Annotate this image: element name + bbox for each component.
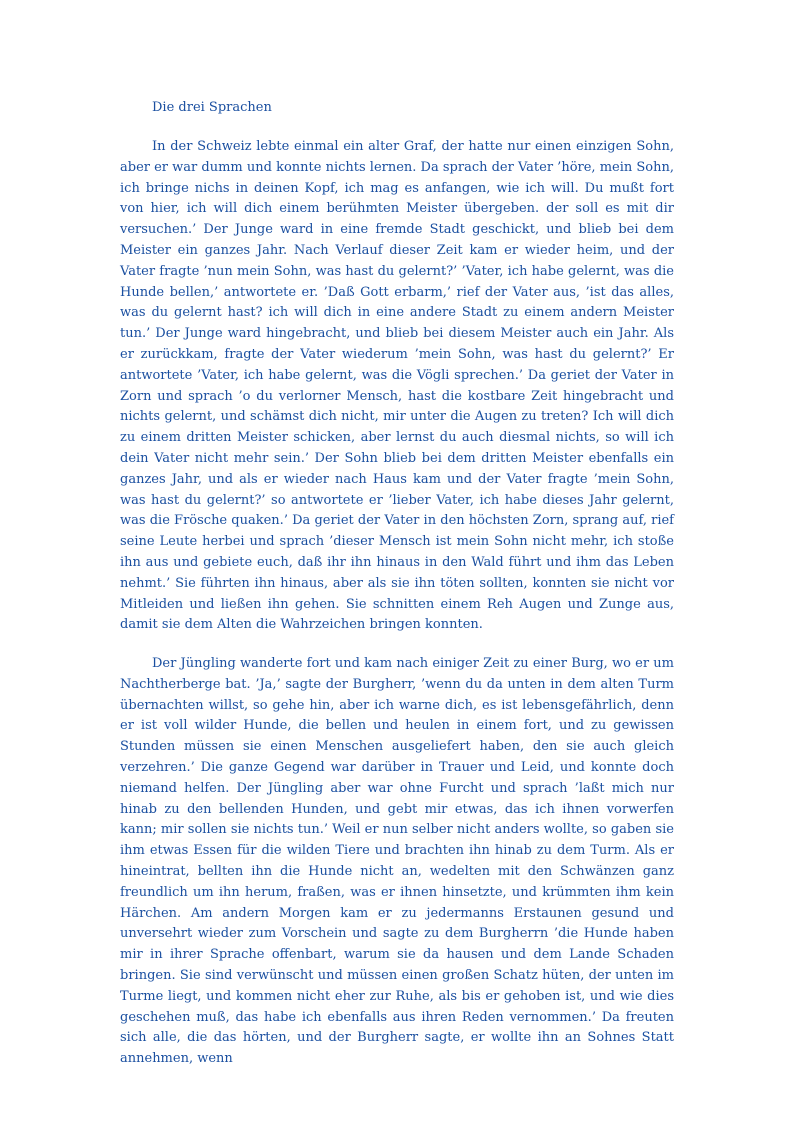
document-title: Die drei Sprachen	[152, 100, 272, 115]
paragraph: In der Schweiz lebte einmal ein alter Graf, der hatte nur einen einzigen Sohn, aber er war dumm und konnte nichts lernen. Da sprach der Vater ’höre, mein Sohn, ich bringe nichs in deinen Kopf, ich mag es anfangen, wie ich will. Du mußt fort von hier, ich will dich einem berühmten Meister übergeben. der soll es mit dir versuchen.’ Der Junge ward in eine fremde Stadt geschickt, und blieb bei dem Meister ein ganzes Jahr. Nach Verlauf dieser Zeit kam er wieder heim, und der Vater fragte ’nun mein Sohn, was hast du gelernt?’ ’Vater, ich habe gelernt, was die Hunde bellen,’ antwortete er. ’Daß Gott erbarm,’ rief der Vater aus, ’ist das alles, was du gelernt hast? ich will dich in eine andere Stadt zu einem andern Meister tun.’ Der Junge ward hingebracht, und blieb bei diesem Meister auch ein Jahr. Als er zurückkam, fragte der Vater wiederum ’mein Sohn, was hast du gelernt?’ Er antwortete ’Vater, ich habe gelernt, was die Vögli sprechen.’ Da geriet der Vater in Zorn und sprach ’o du verlorner Mensch, hast die kostbare Zeit hingebracht und nichts gelernt, und schämst dich nicht, mir unter die Augen zu treten? Ich will dich zu einem dritten Meister schicken, aber lernst du auch diesmal nichts, so will ich dein Vater nicht mehr sein.’ Der Sohn blieb bei dem dritten Meister ebenfalls ein ganzes Jahr, und als er wieder nach Haus kam und der Vater fragte ’mein Sohn, was hast du gelernt?’ so antwortete er ’lieber Vater, ich habe dieses Jahr gelernt, was die Frösche quaken.’ Da geriet der Vater in den höchsten Zorn, sprang auf, rief seine Leute herbei und sprach ’dieser Mensch ist mein Sohn nicht mehr, ich stoße ihn aus und gebiete euch, daß ihr ihn hinaus in den Wald führt und ihm das Leben nehmt.’ Sie führten ihn hinaus, aber als sie ihn töten sollten, konnten sie nicht vor Mitleiden und ließen ihn gehen. Sie schnitten einem Reh Augen und Zunge aus, damit sie dem Alten die Wahrzeichen bringen konnten.	[120, 139, 674, 633]
paragraph: Der Jüngling wanderte fort und kam nach einiger Zeit zu einer Burg, wo er um Nachtherberge bat. ’Ja,’ sagte der Burgherr, ’wenn du da unten in dem alten Turm übernachten willst, so gehe hin, aber ich warne dich, es ist lebensgefährlich, denn er ist voll wilder Hunde, die bellen und heulen in einem fort, und zu gewissen Stunden müssen sie einen Menschen ausgeliefert haben, den sie auch gleich verzehren.’ Die ganze Gegend war darüber in Trauer und Leid, und konnte doch niemand helfen. Der Jüngling aber war ohne Furcht und sprach ’laßt mich nur hinab zu den bellenden Hunden, und gebt mir etwas, das ich ihnen vorwerfen kann; mir sollen sie nichts tun.’ Weil er nun selber nicht anders wollte, so gaben sie ihm etwas Essen für die wilden Tiere und brachten ihn hinab zu dem Turm. Als er hineintrat, bellten ihn die Hunde nicht an, wedelten mit den Schwänzen ganz freundlich um ihn herum, fraßen, was er ihnen hinsetzte, und krümmten ihm kein Härchen. Am andern Morgen kam er zu jedermanns Erstaunen gesund und unversehrt wieder zum Vorschein und sagte zu dem Burgherrn ’die Hunde haben mir in ihrer Sprache offenbart, warum sie da hausen und dem Lande Schaden bringen. Sie sind verwünscht und müssen einen großen Schatz hüten, der unten im Turme liegt, und kommen nicht eher zur Ruhe, als bis er gehoben ist, und wie dies geschehen muß, das habe ich ebenfalls aus ihren Reden vernommen.’ Da freuten sich alle, die das hörten, und der Burgherr sagte, er wollte ihn an Sohnes Statt annehmen, wenn	[120, 656, 674, 1067]
